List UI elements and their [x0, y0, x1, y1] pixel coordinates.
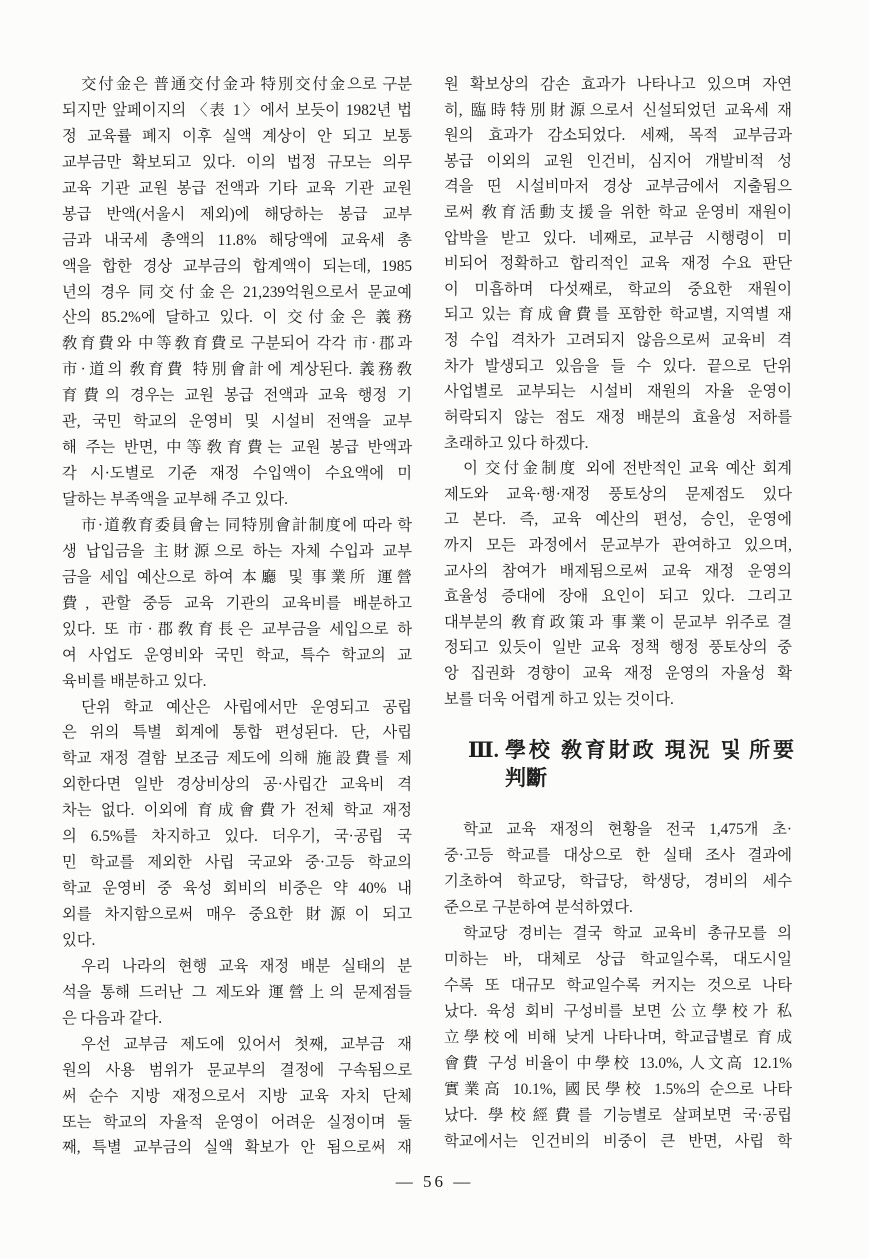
- text-line: 은 다음과 같다.: [62, 1009, 163, 1027]
- text-line: 判斷: [505, 766, 547, 790]
- paragraph: [62, 72, 412, 513]
- text-line: 째, 특별 교부금의 실액 확보가 안 됨으로써 재: [62, 1139, 412, 1157]
- text-line: 학교 운영비 중 육성 회비의 비중은 약 40% 내: [62, 880, 412, 898]
- text-line: 기초하여 학교당, 학급당, 학생당, 경비의 세수: [444, 873, 792, 890]
- text-line: 우선 교부금 제도에 있어서 첫째, 교부금 재: [81, 1035, 412, 1053]
- text-line: 費, 관할 중등 교육 기관의 교육비를 배분하고: [62, 594, 412, 612]
- text-line: 봉급 이외의 교원 인건비, 심지어 개발비적 성: [444, 152, 792, 170]
- text-line: 금과 내국세 총액의 11.8% 해당액에 교육세 총: [62, 231, 412, 249]
- text-line: 차가 발생되고 있음을 들 수 있다. 끝으로 단위: [444, 357, 792, 375]
- text-line: 교육 기관 교원 봉급 전액과 기타 교육 기관 교원: [62, 179, 412, 197]
- text-line: 學校 敎育財政 現況 및 所要: [505, 738, 794, 762]
- text-line: 제도와 교육·행·재정 풍토상의 문제점도 있다: [444, 485, 792, 503]
- text-line: 미하는 바, 대체로 상급 학교일수록, 대도시일: [444, 951, 792, 968]
- text-line: 관, 국민 학교의 운영비 및 시설비 전액을 교부: [62, 413, 412, 431]
- text-line: 또는 학교의 자율적 운영이 어려운 실정이며 둘: [62, 1113, 412, 1131]
- text-line: 이 미흡하며 다섯째로, 학교의 중요한 재원이: [444, 280, 792, 298]
- text-line: 났다. 육성 회비 구성비를 보면 公立學校가 私: [444, 1003, 792, 1020]
- text-line: 우리 나라의 현행 교육 재정 배분 실태의 분: [81, 957, 412, 975]
- text-line: 각 시·도별로 기준 재정 수입액이 수요액에 미: [62, 465, 412, 483]
- text-line: 금을 세입 예산으로 하여 本廳 및 事業所 運營: [62, 568, 412, 586]
- right-column-lower: [444, 817, 792, 1155]
- paragraph: [62, 695, 412, 954]
- text-line: 정 교육률 폐지 이후 실액 계상이 안 되고 보통: [62, 127, 412, 145]
- text-line: 격을 띤 시설비마저 경상 교부금에서 지출됨으: [444, 178, 792, 196]
- section-heading: [468, 736, 796, 794]
- text-line: 났다. 學校經費를 기능별로 살펴보면 국·공립: [444, 1107, 792, 1124]
- text-line: 사업별로 교부되는 시설비 재원의 자율 운영이: [444, 383, 792, 401]
- text-line: 석을 통해 드러난 그 제도와 運營上의 문제점들: [62, 983, 412, 1001]
- text-line: 되고 있는 育成會費를 포함한 학교별, 지역별 재: [444, 306, 792, 324]
- text-line: 되지만 앞페이지의 〈表 1〉에서 보듯이 1982년 법: [62, 101, 412, 119]
- page-number: — 56 —: [395, 1172, 474, 1191]
- text-line: 은 위의 특별 회계에 통합 편성된다. 단, 사립: [62, 724, 412, 742]
- section-title: [505, 736, 794, 792]
- text-line: 敎育費와 中等敎育費로 구분되어 각각 市·郡과: [62, 335, 412, 353]
- text-line: 액을 합한 경상 교부금의 합계액이 되는데, 1985: [62, 257, 412, 275]
- paragraph: [444, 817, 792, 921]
- text-line: 생 납입금을 主財源으로 하는 자체 수입과 교부: [62, 542, 412, 560]
- text-line: 立學校에 비해 낮게 나타나며, 학교급별로 育成: [444, 1029, 792, 1046]
- text-line: 써 순수 지방 재정으로서 지방 교육 자치 단체: [62, 1087, 412, 1105]
- text-line: 준으로 구분하여 분석하였다.: [444, 899, 633, 916]
- text-line: 정되고 있듯이 일반 교육 정책 행정 풍토상의 중: [444, 639, 792, 657]
- paragraph: [62, 513, 412, 695]
- text-line: 압박을 받고 있다. 네째로, 교부금 시행령이 미: [444, 229, 792, 247]
- paragraph: [444, 921, 792, 1155]
- text-line: 원의 효과가 감소되었다. 세째, 목적 교부금과: [444, 127, 792, 145]
- text-line: 비되어 정확하고 합리적인 교육 재정 수요 판단: [444, 255, 792, 273]
- text-line: 봉급 반액(서울시 제외)에 해당하는 봉급 교부: [62, 205, 412, 223]
- paragraph-continued: [444, 72, 792, 456]
- text-line: 차는 없다. 이외에 育成會費가 전체 학교 재정: [62, 802, 412, 820]
- text-line: 단위 학교 예산은 사립에서만 운영되고 공립: [81, 698, 412, 716]
- text-line: 해 주는 반면, 中等敎育費는 교원 봉급 반액과: [62, 439, 412, 457]
- text-line: 원의 사용 범위가 문교부의 결정에 구속됨으로: [62, 1061, 412, 1079]
- text-line: 會費 구성 비율이 中學校 13.0%, 人文高 12.1%: [444, 1055, 792, 1072]
- text-line: 교사의 참여가 배제됨으로써 교육 재정 운영의: [444, 562, 792, 580]
- text-line: 로써 敎育活動支援을 위한 학교 운영비 재원이: [444, 204, 792, 222]
- text-line: 대부분의 敎育政策과 事業이 문교부 위주로 결: [444, 613, 792, 631]
- text-line: 있다. 또 市·郡敎育長은 교부금을 세입으로 하: [62, 620, 412, 638]
- text-line: 민 학교를 제외한 사립 국교와 중·고등 학교의: [62, 854, 412, 872]
- text-line: 育費의 경우는 교원 봉급 전액과 교육 행정 기: [62, 387, 412, 405]
- text-line: 앙 집권화 경향이 교육 재정 운영의 자율성 확: [444, 665, 792, 683]
- text-line: 교부금만 확보되고 있다. 이의 법정 규모는 의무: [62, 153, 412, 171]
- paragraph: [444, 456, 792, 712]
- text-line: 보를 더욱 어렵게 하고 있는 것이다.: [444, 690, 674, 708]
- text-line: 중·고등 학교를 대상으로 한 실태 조사 결과에: [444, 847, 792, 864]
- text-line: 학교 교육 재정의 현황을 전국 1,475개 초·: [463, 821, 792, 838]
- text-line: 交付金은 普通交付金과 特別交付金으로 구분: [81, 76, 412, 93]
- text-line: 학교에서는 인건비의 비중이 큰 반면, 사립 학: [444, 1133, 792, 1150]
- text-line: 고 본다. 즉, 교육 예산의 편성, 승인, 운영에: [444, 511, 792, 529]
- text-line: 학교당 경비는 결국 학교 교육비 총규모를 의: [463, 925, 792, 942]
- text-line: 까지 모든 과정에서 문교부가 관여하고 있으며,: [444, 536, 792, 554]
- text-line: 효율성 증대에 장애 요인이 되고 있다. 그리고: [444, 588, 792, 606]
- text-line: 년의 경우 同交付金은 21,239억원으로서 문교예: [62, 283, 412, 301]
- text-line: 학교 재정 결함 보조금 제도에 의해 施設費를 제: [62, 750, 412, 768]
- text-line: 市·道敎育委員會는 同特別會計制度에 따라 학: [81, 516, 412, 534]
- text-line: 육비를 배분하고 있다.: [62, 672, 207, 690]
- text-line: 히, 臨時特別財源으로서 신설되었던 교육세 재: [444, 101, 792, 119]
- paragraph: [62, 954, 412, 1032]
- text-line: 산의 85.2%에 달하고 있다. 이 交付金은 義務: [62, 309, 412, 327]
- text-line: 수록 또 대규모 학교일수록 커지는 것으로 나타: [444, 977, 792, 994]
- paragraph: [62, 1032, 412, 1162]
- section-number: Ⅲ.: [468, 738, 499, 762]
- text-line: 원 확보상의 감손 효과가 나타나고 있으며 자연: [444, 76, 792, 93]
- text-line: 이 交付金制度 외에 전반적인 교육 예산 회계: [463, 460, 792, 478]
- text-line: 있다.: [62, 931, 96, 949]
- text-line: 외를 차지함으로써 매우 중요한 財源이 되고: [62, 906, 412, 923]
- text-line: 초래하고 있다 하겠다.: [444, 434, 589, 452]
- text-line: 實業高 10.1%, 國民學校 1.5%의 순으로 나타: [444, 1081, 792, 1098]
- text-line: 여 사업도 운영비와 국민 학교, 특수 학교의 교: [62, 646, 412, 664]
- right-column-upper: [444, 72, 792, 712]
- text-line: 정 수입 격차가 고려되지 않음으로써 교육비 격: [444, 332, 792, 350]
- text-line: 외한다면 일반 경상비상의 공·사립간 교육비 격: [62, 776, 412, 794]
- left-column: [62, 72, 412, 1161]
- text-line: 허락되지 않는 점도 재정 배분의 효율성 저하를: [444, 408, 792, 426]
- text-line: 달하는 부족액을 교부해 주고 있다.: [62, 491, 288, 508]
- text-line: 의 6.5%를 차지하고 있다. 더우기, 국·공립 국: [62, 828, 412, 846]
- text-line: 市·道의 敎育費 特別會計에 계상된다. 義務敎: [62, 361, 412, 379]
